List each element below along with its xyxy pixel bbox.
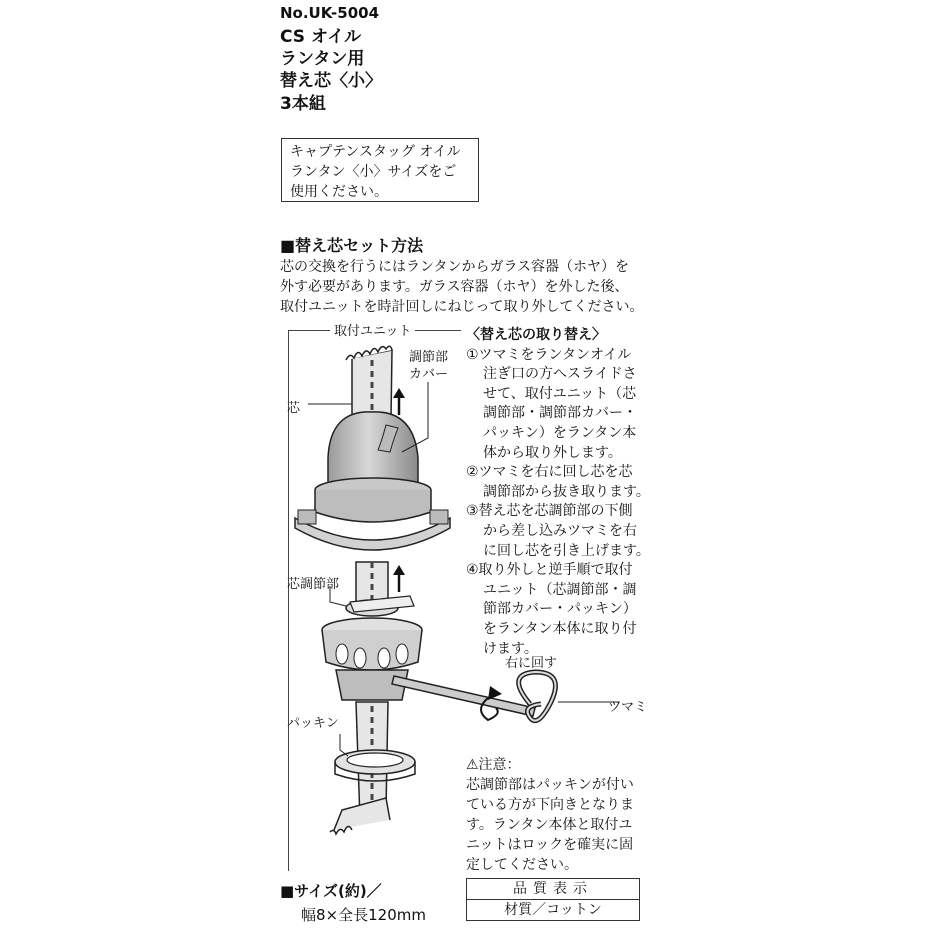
caution-line: す。ランタン本体と取付ユ (466, 817, 633, 833)
step-line: 節部カバー・パッキン） (483, 601, 637, 618)
caution-line: 定してください。 (466, 857, 578, 873)
caution-heading: ⚠注意： (466, 757, 521, 773)
packing-label: パッキン (287, 716, 339, 731)
steps-heading: 〈替え芯の取り替え〉 (466, 327, 606, 343)
quality-heading: 品質表示 (467, 879, 639, 900)
step-line: ②ツマミを右に回し芯を芯 (466, 464, 633, 481)
up-arrow-icon (393, 388, 405, 415)
up-arrow-icon (393, 565, 405, 592)
step-line: に回し芯を引き上げます。 (483, 542, 650, 559)
adjuster-cover-label-2: カバー (409, 367, 449, 382)
step-line: 体から取り外します。 (483, 444, 622, 461)
step-line: 調節部・調節部カバー・ (483, 405, 637, 422)
product-title-line-4: 3本組 (280, 94, 326, 114)
product-title-line-2: ランタン用 (280, 49, 365, 69)
step-line: ①ツマミをランタンオイル (466, 346, 632, 363)
step-line: ③替え芯を芯調節部の下側 (466, 503, 633, 520)
wick-set-intro (280, 257, 660, 317)
intro-line: 外す必要があります。ガラス容器（ホヤ）を外した後、 (280, 279, 629, 295)
caution-line: 芯調節部はパッキンが付い (466, 777, 634, 793)
step-line: せて、取付ユニット（芯 (483, 385, 637, 402)
product-title-line-1: CS オイル (280, 27, 362, 47)
wick-adjuster-label: 芯調節部 (287, 577, 340, 592)
step-line: ユニット（芯調節部・調 (483, 581, 637, 598)
wick-label: 芯 (287, 401, 301, 416)
note-line: 使用ください。 (290, 184, 388, 200)
caution-line: ニットはロックを確実に固 (466, 837, 634, 853)
step-line: けます。 (483, 640, 538, 657)
model-number: No.UK-5004 (280, 4, 380, 22)
rotate-right-label: 右に回す (505, 656, 558, 671)
step-line: ④取り外しと逆手順で取付 (466, 562, 633, 579)
caution-line: ている方が下向きとなりま (466, 797, 634, 813)
knob-rod (392, 672, 555, 721)
intro-line: 芯の交換を行うにはランタンからガラス容器（ホヤ）を (280, 259, 630, 275)
size-value: 幅8×全長120mm (301, 906, 426, 924)
step-line: から差し込みツマミを右 (483, 522, 637, 539)
intro-line: 取付ユニットを時計回しにねじって取り外してください。 (280, 299, 644, 315)
quality-material: 材質／コットン (504, 902, 602, 918)
replacement-steps (466, 326, 666, 659)
note-line: キャプテンスタッグ オイル (290, 144, 461, 160)
size-heading: ■サイズ(約)／ (280, 882, 382, 900)
note-line: ランタン〈小〉サイズをご (290, 164, 457, 180)
adjuster-cover (295, 412, 450, 550)
wick-set-heading: ■替え芯セット方法 (280, 236, 424, 255)
step-line: 注ぎ口の方へスライドさ (483, 366, 637, 383)
quality-label-table (466, 878, 640, 921)
step-line: 調節部から抜き取ります。 (483, 483, 650, 500)
step-line: パッキン）をランタン本 (483, 424, 637, 441)
caution-block (466, 755, 634, 875)
knob-label: ツマミ (608, 700, 648, 715)
diagram-frame-label: 取付ユニット (330, 320, 415, 339)
step-line: をランタン本体に取り付 (483, 620, 637, 637)
compatibility-note-box (281, 138, 479, 202)
steps-list (466, 346, 666, 660)
adjuster-cover-label-1: 調節部 (409, 350, 449, 365)
product-title-line-3: 替え芯〈小〉 (280, 71, 382, 91)
